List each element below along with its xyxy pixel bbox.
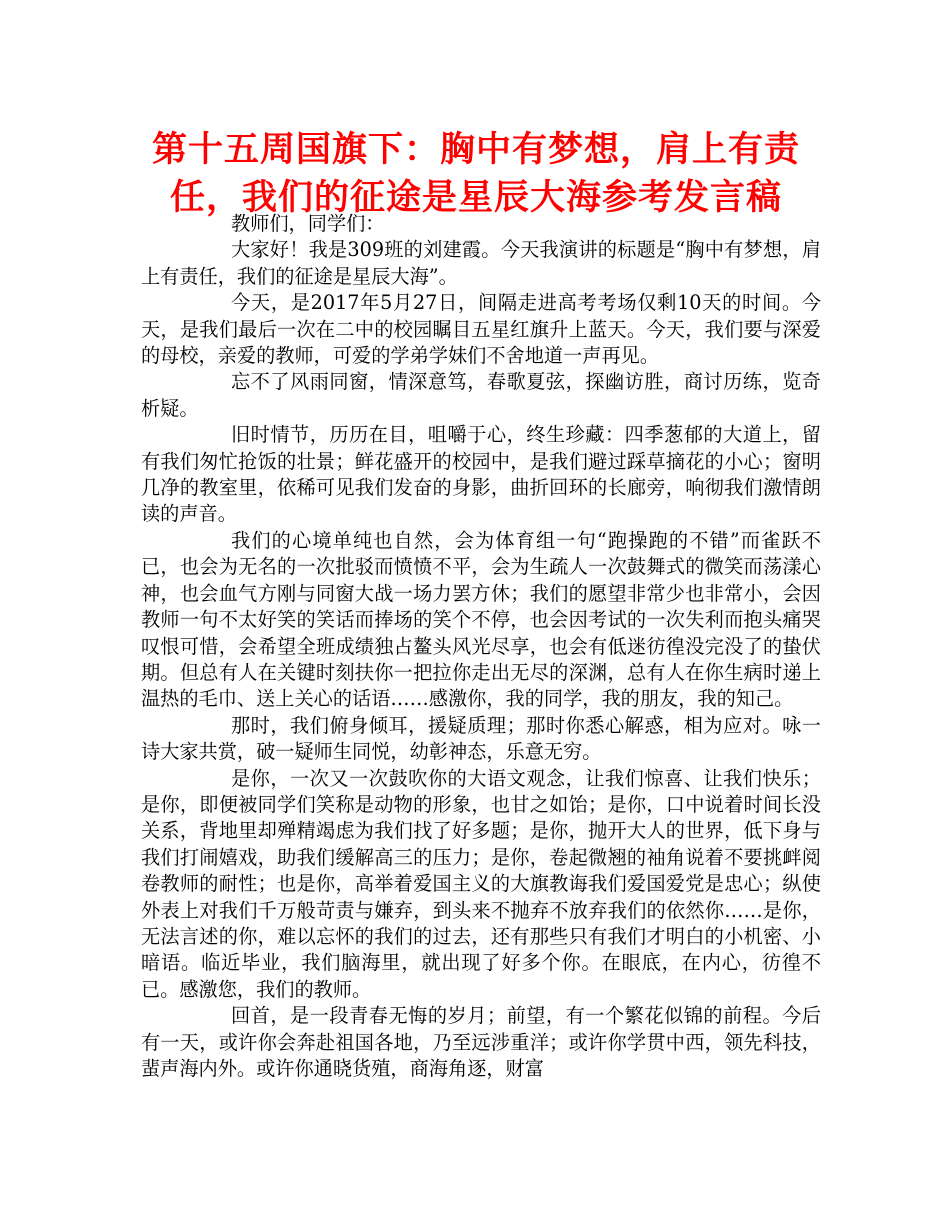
paragraph-memories: 旧时情节，历历在目，咀嚼于心，终生珍藏：四季葱郁的大道上，留有我们匆忙抢饭的壮景；鲜花盛开的校园中，是我们避过踩草摘花的小心；窗明几净的教室里，依稀可见我们发奋的身影，曲折回环的长廊旁，响彻我们激情朗读的声音。 [141,423,821,526]
document-body [141,211,821,1082]
paragraph-teacher: 是你，一次又一次鼓吹你的大语文观念，让我们惊喜、让我们快乐；是你，即便被同学们笑称是动物的形象，也甘之如饴；是你，口中说着时间长没关系，背地里却殚精竭虑为我们找了好多题；是你，抛开大人的世界，低下身与我们打闹嬉戏，助我们缓解高三的压力；是你，卷起微翘的袖角说着不要挑衅阅卷教师的耐性；也是你，高举着爱国主义的大旗教诲我们爱国爱党是忠心；纵使外表上对我们千万般苛责与嫌弃，到头来不抛弃不放弃我们的依然你……是你，无法言述的你，难以忘怀的我们的过去，还有那些只有我们才明白的小机密、小暗语。临近毕业，我们脑海里，就出现了好多个你。在眼底，在内心，彷徨不已。感激您，我们的教师。 [141,766,821,1001]
paragraph-feelings: 我们的心境单纯也自然，会为体育组一句“跑操跑的不错”而雀跃不已，也会为无名的一次批驳而愤愤不平，会为生疏人一次鼓舞式的微笑而荡漾心神，也会血气方刚与同窗大战一场力罢方休；我们的愿望非常少也非常小，会因教师一句不太好笑的笑话而捧场的笑个不停，也会因考试的一次失利而抱头痛哭叹恨可惜，会希望全班成绩独占鳌头风光尽享，也会有低迷彷徨没完没了的蛰伏期。但总有人在关键时刻扶你一把拉你走出无尽的深渊，总有人在你生病时递上温热的毛巾、送上关心的话语……感激你，我的同学，我的朋友，我的知己。 [141,528,821,711]
document-title: 第十五周国旗下：胸中有梦想，肩上有责任，我们的征途是星辰大海参考发言稿 [151,130,800,218]
paragraph-future: 回首，是一段青春无悔的岁月；前望，有一个繁花似锦的前程。今后有一天，或许你会奔赴祖国各地，乃至远涉重洋；或许你学贯中西，领先科技，蜚声海内外。或许你通晓货殖，商海角逐，财富 [141,1004,821,1080]
paragraph-learning: 那时，我们俯身倾耳，援疑质理；那时你悉心解惑，相为应对。咏一诗大家共赏，破一疑师生同悦，幼彰神态，乐意无穷。 [141,713,821,764]
paragraph-introduction: 大家好！我是309班的刘建霞。今天我演讲的标题是“胸中有梦想，肩上有责任，我们的征途是星辰大海”。 [141,238,821,288]
paragraph-greeting: 教师们，同学们： [231,212,385,235]
paragraph-date: 今天，是2017年5月27日，间隔走进高考考场仅剩10天的时间。今天，是我们最后一次在二中的校园瞩目五星红旗升上蓝天。今天，我们要与深爱的母校，亲爱的教师，可爱的学弟学妹们不舍地道一声再见。 [141,291,821,368]
paragraph-classmates: 忘不了风雨同窗，情深意笃，春歌夏弦，探幽访胜，商讨历练，览奇析疑。 [141,370,821,420]
